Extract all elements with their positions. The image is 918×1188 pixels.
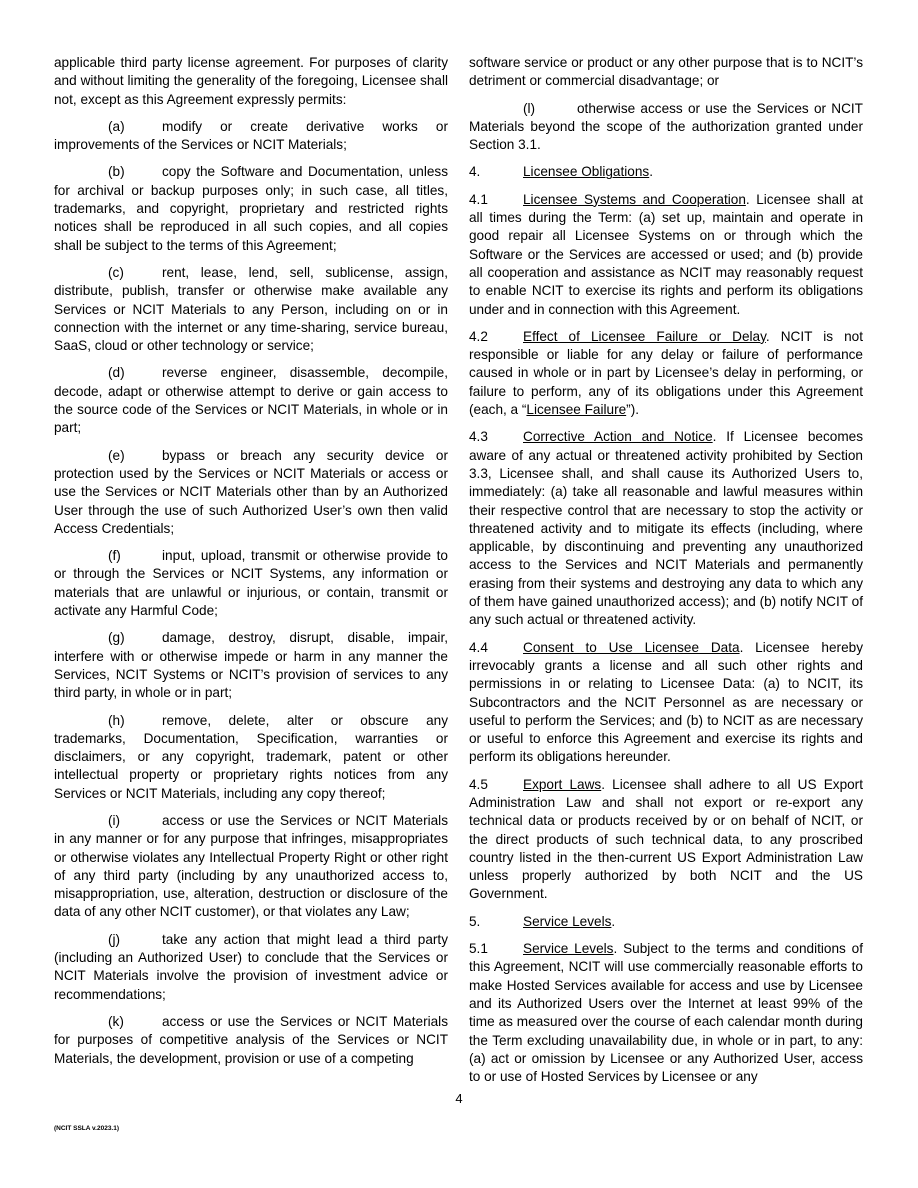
section-text: . Licensee hereby irrevocably grants a license and all such other rights and permissions in or relating to Licensee Data: (a) to NCIT, its Subcontractors and the NCIT Personnel as are necessary or useful to perform the Services; and (b) to NCIT as are necessary or useful to enforce this Agreement and exercise its rights and perform its obligations hereunder. — [469, 639, 863, 765]
clause-text: remove, delete, alter or obscure any trademarks, Documentation, Specification, warranties or disclaimers, or any copyright, trademark, patent or other intellectual property or proprietary rights notices from any Services or NCIT Materials, including any copy thereof; — [54, 712, 448, 801]
clause-d — [54, 364, 448, 437]
clause-marker: (a) — [108, 118, 125, 134]
continuation-paragraph: software service or product or any other purpose that is to NCIT’s detriment or commercial disadvantage; or — [469, 55, 863, 89]
defined-term: Licensee Failure — [526, 402, 627, 418]
clause-text: reverse engineer, disassemble, decompile, decode, adapt or otherwise attempt to derive or gain access to the source code of the Services or NCIT Materials, in whole or in part; — [54, 365, 448, 436]
section-number: 4.2 — [469, 328, 488, 344]
section-text: . Licensee shall adhere to all US Export Administration Law and shall not export or re-export any technical data or products received by or on behalf of NCIT, or the direct products of such technical data, to any proscribed country listed in the then-current US Export Administration Law unless properly authorized by both NCIT and the US Government. — [469, 776, 863, 902]
clause-text: bypass or breach any security device or protection used by the Services or NCIT Materials or access or use the Services or NCIT Materials other than by an Authorized User through the use of such Authorized User’s own then valid Access Credentials; — [54, 447, 448, 536]
clause-h — [54, 712, 448, 803]
clause-marker: (i) — [108, 812, 121, 828]
intro-paragraph: applicable third party license agreement. For purposes of clarity and without limiting the generality of the foregoing, Licensee shall not, except as this Agreement expressly permits: — [54, 55, 448, 107]
section-title: Effect of Licensee Failure or Delay — [523, 328, 766, 344]
section-number: 4.4 — [469, 639, 488, 655]
section-text: . Subject to the terms and conditions of this Agreement, NCIT will use commercially reasonable efforts to make Hosted Services available for access and use by Licensee and its Authorized Users over the Internet at least 99% of the time as measured over the course of each calendar month during the Term excluding unavailability due, in whole or in part, to any: (a) act or omission by Licensee or any Authorized User, access to or use of Hosted Services by Licensee or any — [469, 941, 863, 1085]
section-number: 4.1 — [469, 191, 488, 207]
section-title: Service Levels — [523, 913, 612, 929]
clause-text: access or use the Services or NCIT Materials for purposes of competitive analysis of the Services or NCIT Materials, the development, provision or use of a competing — [54, 1013, 448, 1066]
clause-marker: (j) — [108, 931, 121, 947]
clause-marker: (l) — [523, 100, 536, 116]
section-title: Licensee Obligations — [523, 164, 650, 180]
section-title: Licensee Systems and Cooperation — [523, 191, 746, 207]
section-4-2: 4.2 Effect of Licensee Failure or Delay. NCIT is not responsible or liable for any delay or failure of performance caused in whole or in part by Licensee’s delay in performing, or failure to perform, any of its obligations under this Agreement (each, a “Licensee Failure”). — [469, 328, 863, 418]
clause-text: copy the Software and Documentation, unless for archival or backup purposes only; in such case, all titles, trademarks, and copyright, proprietary and restricted rights notices shall be reproduced in all such copies, and all copies shall be subject to the terms of this Agreement; — [54, 164, 448, 253]
clause-text: take any action that might lead a third party (including an Authorized User) to conclude that the Services or NCIT Materials involve the provision of investment advice or recommendations; — [54, 931, 448, 1002]
clause-text: rent, lease, lend, sell, sublicense, assign, distribute, publish, transfer or otherwise make available any Services or NCIT Materials to any Person, including on or in connection with the internet or any time-sharing, service bureau, SaaS, cloud or other technology or service; — [54, 264, 448, 354]
clause-b — [54, 163, 448, 254]
section-4-1 — [469, 191, 863, 319]
clause-marker: (d) — [108, 365, 125, 381]
section-number: 4.3 — [469, 429, 488, 445]
clause-j — [54, 931, 448, 1004]
section-4-heading: 4. Licensee Obligations. — [469, 163, 863, 181]
right-column — [469, 54, 863, 1095]
clause-i — [54, 812, 448, 922]
left-column — [54, 54, 448, 1077]
section-title: Service Levels — [523, 941, 614, 957]
clause-e — [54, 447, 448, 538]
footer-document-code: (NCIT SSLA v.2023.1) — [54, 1125, 120, 1132]
clause-marker: (b) — [108, 164, 125, 180]
clause-l — [469, 100, 863, 155]
clause-g — [54, 629, 448, 702]
clause-c — [54, 264, 448, 355]
section-title: Corrective Action and Notice — [523, 429, 713, 445]
section-5-heading: 5. Service Levels. — [469, 913, 863, 931]
section-text: . Licensee shall at all times during the Term: (a) set up, maintain and operate in good repair all Licensee Systems on or through which the Software or the Services are accessed or used; and (b) provide all cooperation and assistance as NCIT may reasonably request to enable NCIT to exercise its rights and perform its obligations under and in connection with this Agreement. — [469, 191, 863, 317]
clause-text: otherwise access or use the Services or NCIT Materials beyond the scope of the authorization granted under Section 3.1. — [469, 100, 863, 153]
clause-text: damage, destroy, disrupt, disable, impair, interfere with or otherwise impede or harm in any manner the Services, NCIT Systems or NCIT’s provision of services to any third party, in whole or in part; — [54, 630, 448, 701]
clause-text: input, upload, transmit or otherwise provide to or through the Services or NCIT Systems, any information or materials that are unlawful or injurious, or contain, transmit or activate any Harmful Code; — [54, 548, 448, 619]
section-number: 5. — [469, 913, 481, 929]
clause-marker: (g) — [108, 630, 125, 646]
section-number: 4.5 — [469, 776, 488, 792]
clause-marker: (f) — [108, 548, 121, 564]
section-text: . If Licensee becomes aware of any actual or threatened activity prohibited by Section 3.3, Licensee shall, and shall cause its Authorized Users to, immediately: (a) take all reasonable and lawful measures within their respective control that are necessary to stop the activity or threatened activity and to mitigate its effects (including, where applicable, by discontinuing and preventing any unauthorized access to the Services and NCIT Materials and permanently erasing from their systems and destroying any data to which any of them have gained unauthorized access); and (b) notify NCIT of any such actual or threatened activity. — [469, 429, 863, 628]
section-number: 4. — [469, 164, 481, 180]
section-title: Consent to Use Licensee Data — [523, 639, 740, 655]
section-4-3 — [469, 428, 863, 629]
page-number: 4 — [455, 1091, 463, 1106]
clause-a — [54, 118, 448, 155]
clause-text: modify or create derivative works or improvements of the Services or NCIT Materials; — [54, 118, 448, 153]
clause-f — [54, 547, 448, 620]
clause-marker: (h) — [108, 712, 125, 728]
section-4-5 — [469, 776, 863, 904]
clause-marker: (c) — [108, 264, 124, 280]
section-title: Export Laws — [523, 776, 602, 792]
section-text: . NCIT is not responsible or liable for any delay or failure of performance caused in whole or in part by Licensee’s delay in performing, or failure to perform, any of its obligations under this Agreement (each, a “ — [469, 328, 863, 418]
section-5-1 — [469, 940, 863, 1086]
clause-k — [54, 1013, 448, 1068]
clause-marker: (k) — [108, 1013, 124, 1029]
clause-text: access or use the Services or NCIT Materials in any manner or for any purpose that infringes, misappropriates or otherwise violates any Intellectual Property Right or other right of any third party (including by any unauthorized access to, misappropriation, use, alteration, destruction or disclosure of the data of any other NCIT customer), or that violates any Law; — [54, 812, 448, 920]
section-number: 5.1 — [469, 941, 488, 957]
section-4-4 — [469, 639, 863, 767]
clause-marker: (e) — [108, 447, 125, 463]
